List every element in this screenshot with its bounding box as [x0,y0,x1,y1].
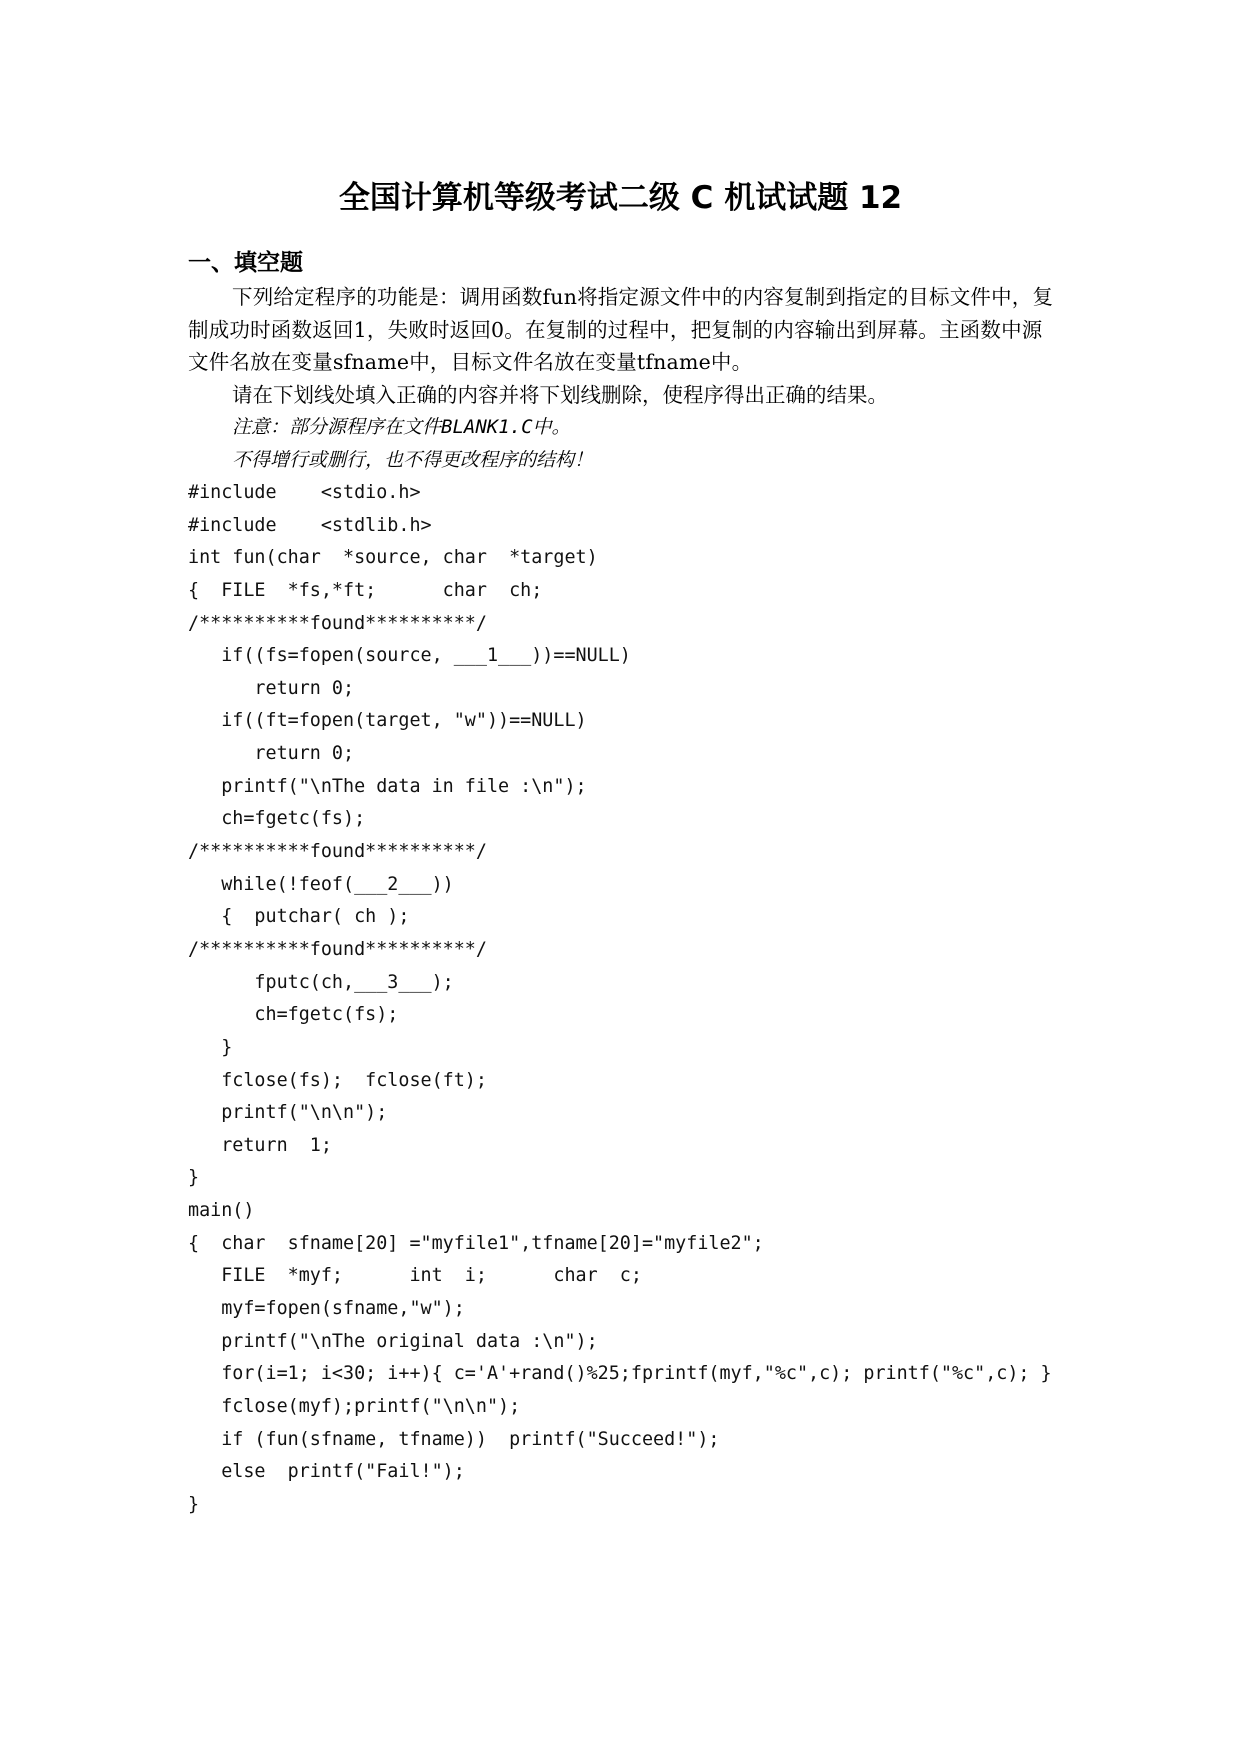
code-line: printf("\nThe original data :\n"); [188,1330,598,1352]
code-line: { putchar( ch ); [188,906,410,928]
code-line: fputc(ch,___3___); [188,971,454,993]
code-line: return 1; [188,1134,332,1156]
intro-paragraph [188,281,1058,379]
code-line: } [188,1493,200,1515]
code-listing [188,477,1052,1522]
code-line: if (fun(sfname, tfname)) printf("Succeed!"); [188,1428,720,1450]
intro-paragraph-text: 下列给定程序的功能是：调用函数fun将指定源文件中的内容复制到指定的目标文件中，复制成功时函数返回1，失败时返回0。在复制的过程中，把复制的内容输出到屏幕。主函数中源文件名放在变量sfname中，目标文件名放在变量tfname中。 [188,285,1054,375]
code-line: fclose(myf);printf("\n\n"); [188,1395,521,1417]
code-line: if((ft=fopen(target, "w"))==NULL) [188,710,587,732]
code-line: #include <stdlib.h> [188,514,432,536]
note-source-file: 注意：部分源程序在文件BLANK1.C中。 [232,416,571,438]
code-line: ch=fgetc(fs); [188,808,366,830]
code-line: int fun(char *source, char *target) [188,547,598,569]
code-line: if((fs=fopen(source, ___1___))==NULL) [188,645,631,667]
note-no-structure-change: 不得增行或删行，也不得更改程序的结构！ [232,449,594,471]
code-line: main() [188,1200,255,1222]
code-line: } [188,1167,200,1189]
code-line: { FILE *fs,*ft; char ch; [188,579,543,601]
code-line: return 0; [188,677,355,699]
code-line: return 0; [188,743,355,765]
code-line: ch=fgetc(fs); [188,1004,399,1026]
code-line: printf("\nThe data in file :\n"); [188,775,587,797]
page-title: 全国计算机等级考试二级 C 机试试题 12 [338,180,903,216]
code-line: } [188,1036,233,1058]
code-line: while(!feof(___2___)) [188,873,454,895]
code-line: printf("\n\n"); [188,1102,388,1124]
code-line: { char sfname[20] ="myfile1",tfname[20]="myfile2"; [188,1232,764,1254]
code-line: myf=fopen(sfname,"w"); [188,1298,465,1320]
code-line: fclose(fs); fclose(ft); [188,1069,487,1091]
code-line: /**********found**********/ [188,612,487,634]
instruction-text: 请在下划线处填入正确的内容并将下划线删除，使程序得出正确的结果。 [232,383,888,407]
code-line: /**********found**********/ [188,841,487,863]
code-line: /**********found**********/ [188,938,487,960]
code-line: for(i=1; i<30; i++){ c='A'+rand()%25;fprintf(myf,"%c",c); printf("%c",c); } [188,1363,1052,1385]
code-line: FILE *myf; int i; char c; [188,1265,642,1287]
code-line: #include <stdio.h> [188,482,421,503]
code-line: else printf("Fail!"); [188,1461,465,1483]
section-heading: 一、填空题 [188,250,303,276]
